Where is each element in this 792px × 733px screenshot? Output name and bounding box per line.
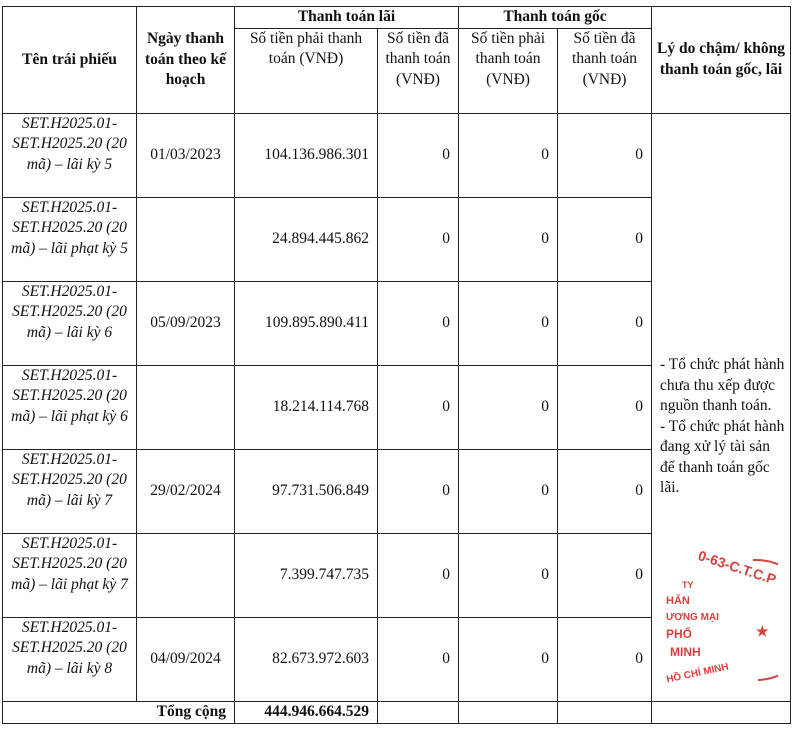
header-principal-paid: Số tiền đã thanh toán (VNĐ) <box>558 28 652 113</box>
header-principal-due: Số tiền phải thanh toán (VNĐ) <box>459 28 558 113</box>
principal-due-cell: 0 <box>459 113 558 197</box>
header-principal-payment: Thanh toán gốc <box>459 7 652 29</box>
principal-paid-cell: 0 <box>558 533 652 617</box>
interest-due-cell: 104.136.986.301 <box>235 113 378 197</box>
bond-name-cell: SET.H2025.01-SET.H2025.20 (20 mã) – lãi kỳ 8 <box>3 617 137 701</box>
principal-due-cell: 0 <box>459 197 558 281</box>
planned-date-cell: 29/02/2024 <box>137 449 235 533</box>
empty-cell <box>652 701 791 723</box>
header-delay-reason: Lý do chậm/ không thanh toán gốc, lãi <box>652 7 791 114</box>
company-seal-stamp <box>658 540 778 690</box>
total-row <box>3 701 791 723</box>
header-planned-date: Ngày thanh toán theo kế hoạch <box>137 7 235 114</box>
empty-cell <box>459 701 558 723</box>
seal-bottom-text: HỒ CHÍ MINH <box>665 661 730 686</box>
principal-paid-cell: 0 <box>558 197 652 281</box>
planned-date-cell <box>137 533 235 617</box>
header-interest-paid: Số tiền đã thanh toán (VNĐ) <box>378 28 459 113</box>
seal-star-icon: ★ <box>756 623 769 639</box>
empty-cell <box>558 701 652 723</box>
header-bond-name: Tên trái phiếu <box>3 7 137 114</box>
principal-paid-cell: 0 <box>558 617 652 701</box>
bond-name-cell: SET.H2025.01-SET.H2025.20 (20 mã) – lãi kỳ 6 <box>3 281 137 365</box>
bond-name-cell: SET.H2025.01-SET.H2025.20 (20 mã) – lãi kỳ 5 <box>3 113 137 197</box>
planned-date-cell: 01/03/2023 <box>137 113 235 197</box>
planned-date-cell: 04/09/2024 <box>137 617 235 701</box>
principal-due-cell: 0 <box>459 449 558 533</box>
principal-paid-cell: 0 <box>558 365 652 449</box>
interest-paid-cell: 0 <box>378 617 459 701</box>
principal-due-cell: 0 <box>459 617 558 701</box>
interest-paid-cell: 0 <box>378 533 459 617</box>
principal-paid-cell: 0 <box>558 449 652 533</box>
planned-date-cell: 05/09/2023 <box>137 281 235 365</box>
interest-due-cell: 109.895.890.411 <box>235 281 378 365</box>
planned-date-cell <box>137 197 235 281</box>
principal-due-cell: 0 <box>459 533 558 617</box>
delay-reason-text: - Tổ chức phát hành chưa thu xếp được nguồn thanh toán. - Tổ chức phát hành đang xử lý tài sản để thanh toán gốc lãi. <box>660 356 785 497</box>
interest-due-cell: 18.214.114.768 <box>235 365 378 449</box>
interest-paid-cell: 0 <box>378 365 459 449</box>
bond-name-cell: SET.H2025.01-SET.H2025.20 (20 mã) – lãi phạt kỳ 6 <box>3 365 137 449</box>
total-value: 444.946.664.529 <box>235 701 378 723</box>
header-interest-due: Số tiền phải thanh toán (VNĐ) <box>235 28 378 113</box>
principal-due-cell: 0 <box>459 365 558 449</box>
table-row <box>3 113 791 197</box>
seal-line-5: MINH <box>670 645 701 659</box>
seal-line-2: HẤN <box>666 595 690 607</box>
seal-top-text: 0-63-C.T.C.P <box>696 547 778 588</box>
seal-line-3: ƯƠNG MẠI <box>666 612 719 623</box>
principal-paid-cell: 0 <box>558 113 652 197</box>
principal-paid-cell: 0 <box>558 281 652 365</box>
seal-line-1: TY <box>682 580 694 590</box>
interest-paid-cell: 0 <box>378 449 459 533</box>
interest-due-cell: 97.731.506.849 <box>235 449 378 533</box>
interest-due-cell: 7.399.747.735 <box>235 533 378 617</box>
principal-due-cell: 0 <box>459 281 558 365</box>
empty-cell <box>378 701 459 723</box>
bond-name-cell: SET.H2025.01-SET.H2025.20 (20 mã) – lãi kỳ 7 <box>3 449 137 533</box>
header-interest-payment: Thanh toán lãi <box>235 7 459 29</box>
interest-due-cell: 24.894.445.862 <box>235 197 378 281</box>
interest-paid-cell: 0 <box>378 113 459 197</box>
total-label: Tổng cộng <box>3 701 235 723</box>
seal-line-4: PHỐ <box>666 627 693 641</box>
interest-paid-cell: 0 <box>378 281 459 365</box>
bond-name-cell: SET.H2025.01-SET.H2025.20 (20 mã) – lãi phạt kỳ 7 <box>3 533 137 617</box>
interest-paid-cell: 0 <box>378 197 459 281</box>
planned-date-cell <box>137 365 235 449</box>
interest-due-cell: 82.673.972.603 <box>235 617 378 701</box>
bond-name-cell: SET.H2025.01-SET.H2025.20 (20 mã) – lãi phạt kỳ 5 <box>3 197 137 281</box>
